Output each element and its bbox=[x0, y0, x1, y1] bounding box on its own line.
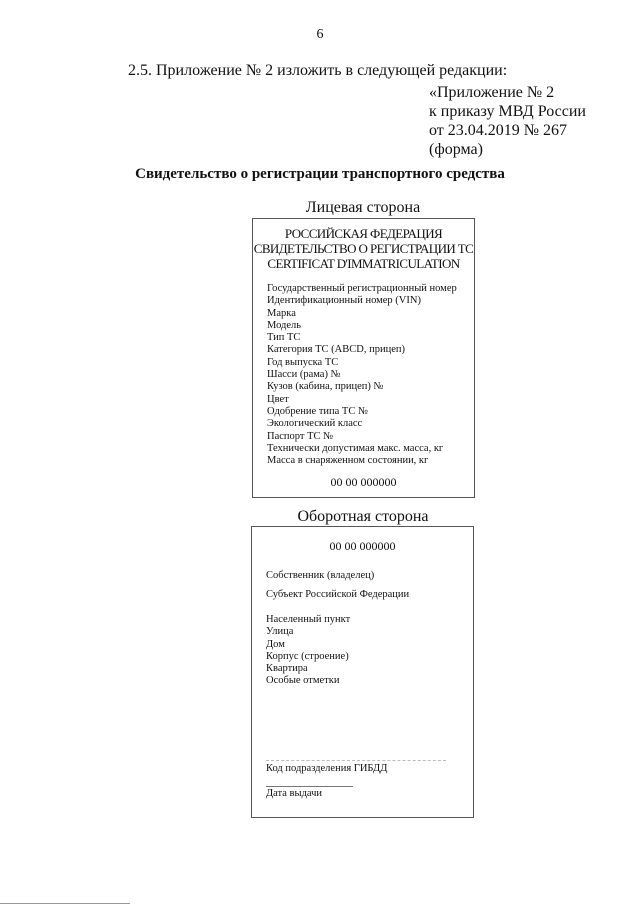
field-label: Корпус (строение) bbox=[266, 650, 349, 662]
field-label: Улица bbox=[266, 626, 294, 638]
header-line-country: РОССИЙСКАЯ ФЕДЕРАЦИЯ bbox=[284, 226, 443, 241]
front-field-list bbox=[267, 283, 457, 467]
division-code-divider bbox=[266, 760, 446, 761]
address-field-list bbox=[266, 614, 350, 688]
field-label: Модель bbox=[267, 319, 302, 331]
appendix-line: «Приложение № 2 bbox=[429, 84, 555, 101]
back-side-label: Оборотная сторона bbox=[297, 508, 429, 525]
field-label: Тип ТС bbox=[267, 332, 301, 344]
field-label: Марка bbox=[267, 307, 296, 319]
field-label: Одобрение типа ТС № bbox=[267, 405, 368, 417]
issue-date-divider bbox=[266, 786, 353, 787]
appendix-line: (форма) bbox=[429, 141, 483, 158]
front-side-card bbox=[252, 218, 475, 498]
back-side-card bbox=[251, 526, 474, 818]
field-label: Цвет bbox=[267, 393, 289, 405]
field-label: Кузов (кабина, прицеп) № bbox=[267, 381, 384, 393]
field-label: Идентификационный номер (VIN) bbox=[267, 295, 421, 307]
field-label: Год выпуска ТС bbox=[267, 356, 339, 368]
subject-label: Субъект Российской Федерации bbox=[266, 589, 410, 600]
division-code-label: Код подразделения ГИБДД bbox=[266, 763, 388, 774]
page-number: 6 bbox=[316, 27, 324, 42]
field-label: Квартира bbox=[266, 663, 308, 675]
field-label: Дом bbox=[266, 638, 285, 650]
front-card-header bbox=[253, 226, 474, 271]
field-label: Экологический класс bbox=[267, 418, 363, 430]
document-title: Свидетельство о регистрации транспортного средства bbox=[135, 166, 505, 182]
appendix-reference bbox=[429, 83, 586, 159]
field-label: Государственный регистрационный номер bbox=[267, 283, 457, 294]
appendix-line: от 23.04.2019 № 267 bbox=[429, 122, 568, 139]
header-line-certificate-ru: СВИДЕТЕЛЬСТВО О РЕГИСТРАЦИИ ТС bbox=[253, 241, 474, 256]
intro-paragraph: 2.5. Приложение № 2 изложить в следующей редакции: bbox=[128, 62, 508, 79]
owner-label: Собственник (владелец) bbox=[266, 570, 375, 581]
field-label: Населенный пункт bbox=[266, 614, 351, 625]
appendix-line: к приказу МВД России bbox=[429, 103, 586, 120]
field-label: Масса в снаряженном состоянии, кг bbox=[267, 455, 429, 467]
header-line-certificate-fr: CERTIFICAT D'IMMATRICULATION bbox=[267, 256, 460, 271]
front-serial-number: 00 00 000000 bbox=[330, 475, 397, 489]
field-label: Категория ТС (ABCD, прицеп) bbox=[267, 344, 405, 356]
issue-date-label: Дата выдачи bbox=[266, 788, 323, 799]
back-serial-number: 00 00 000000 bbox=[329, 539, 396, 553]
field-label: Паспорт ТС № bbox=[267, 430, 334, 442]
field-label: Шасси (рама) № bbox=[267, 369, 341, 381]
field-label: Особые отметки bbox=[266, 675, 340, 687]
footnote-separator bbox=[0, 903, 130, 904]
front-side-label: Лицевая сторона bbox=[305, 199, 421, 216]
field-label: Технически допустимая макс. масса, кг bbox=[267, 442, 444, 454]
